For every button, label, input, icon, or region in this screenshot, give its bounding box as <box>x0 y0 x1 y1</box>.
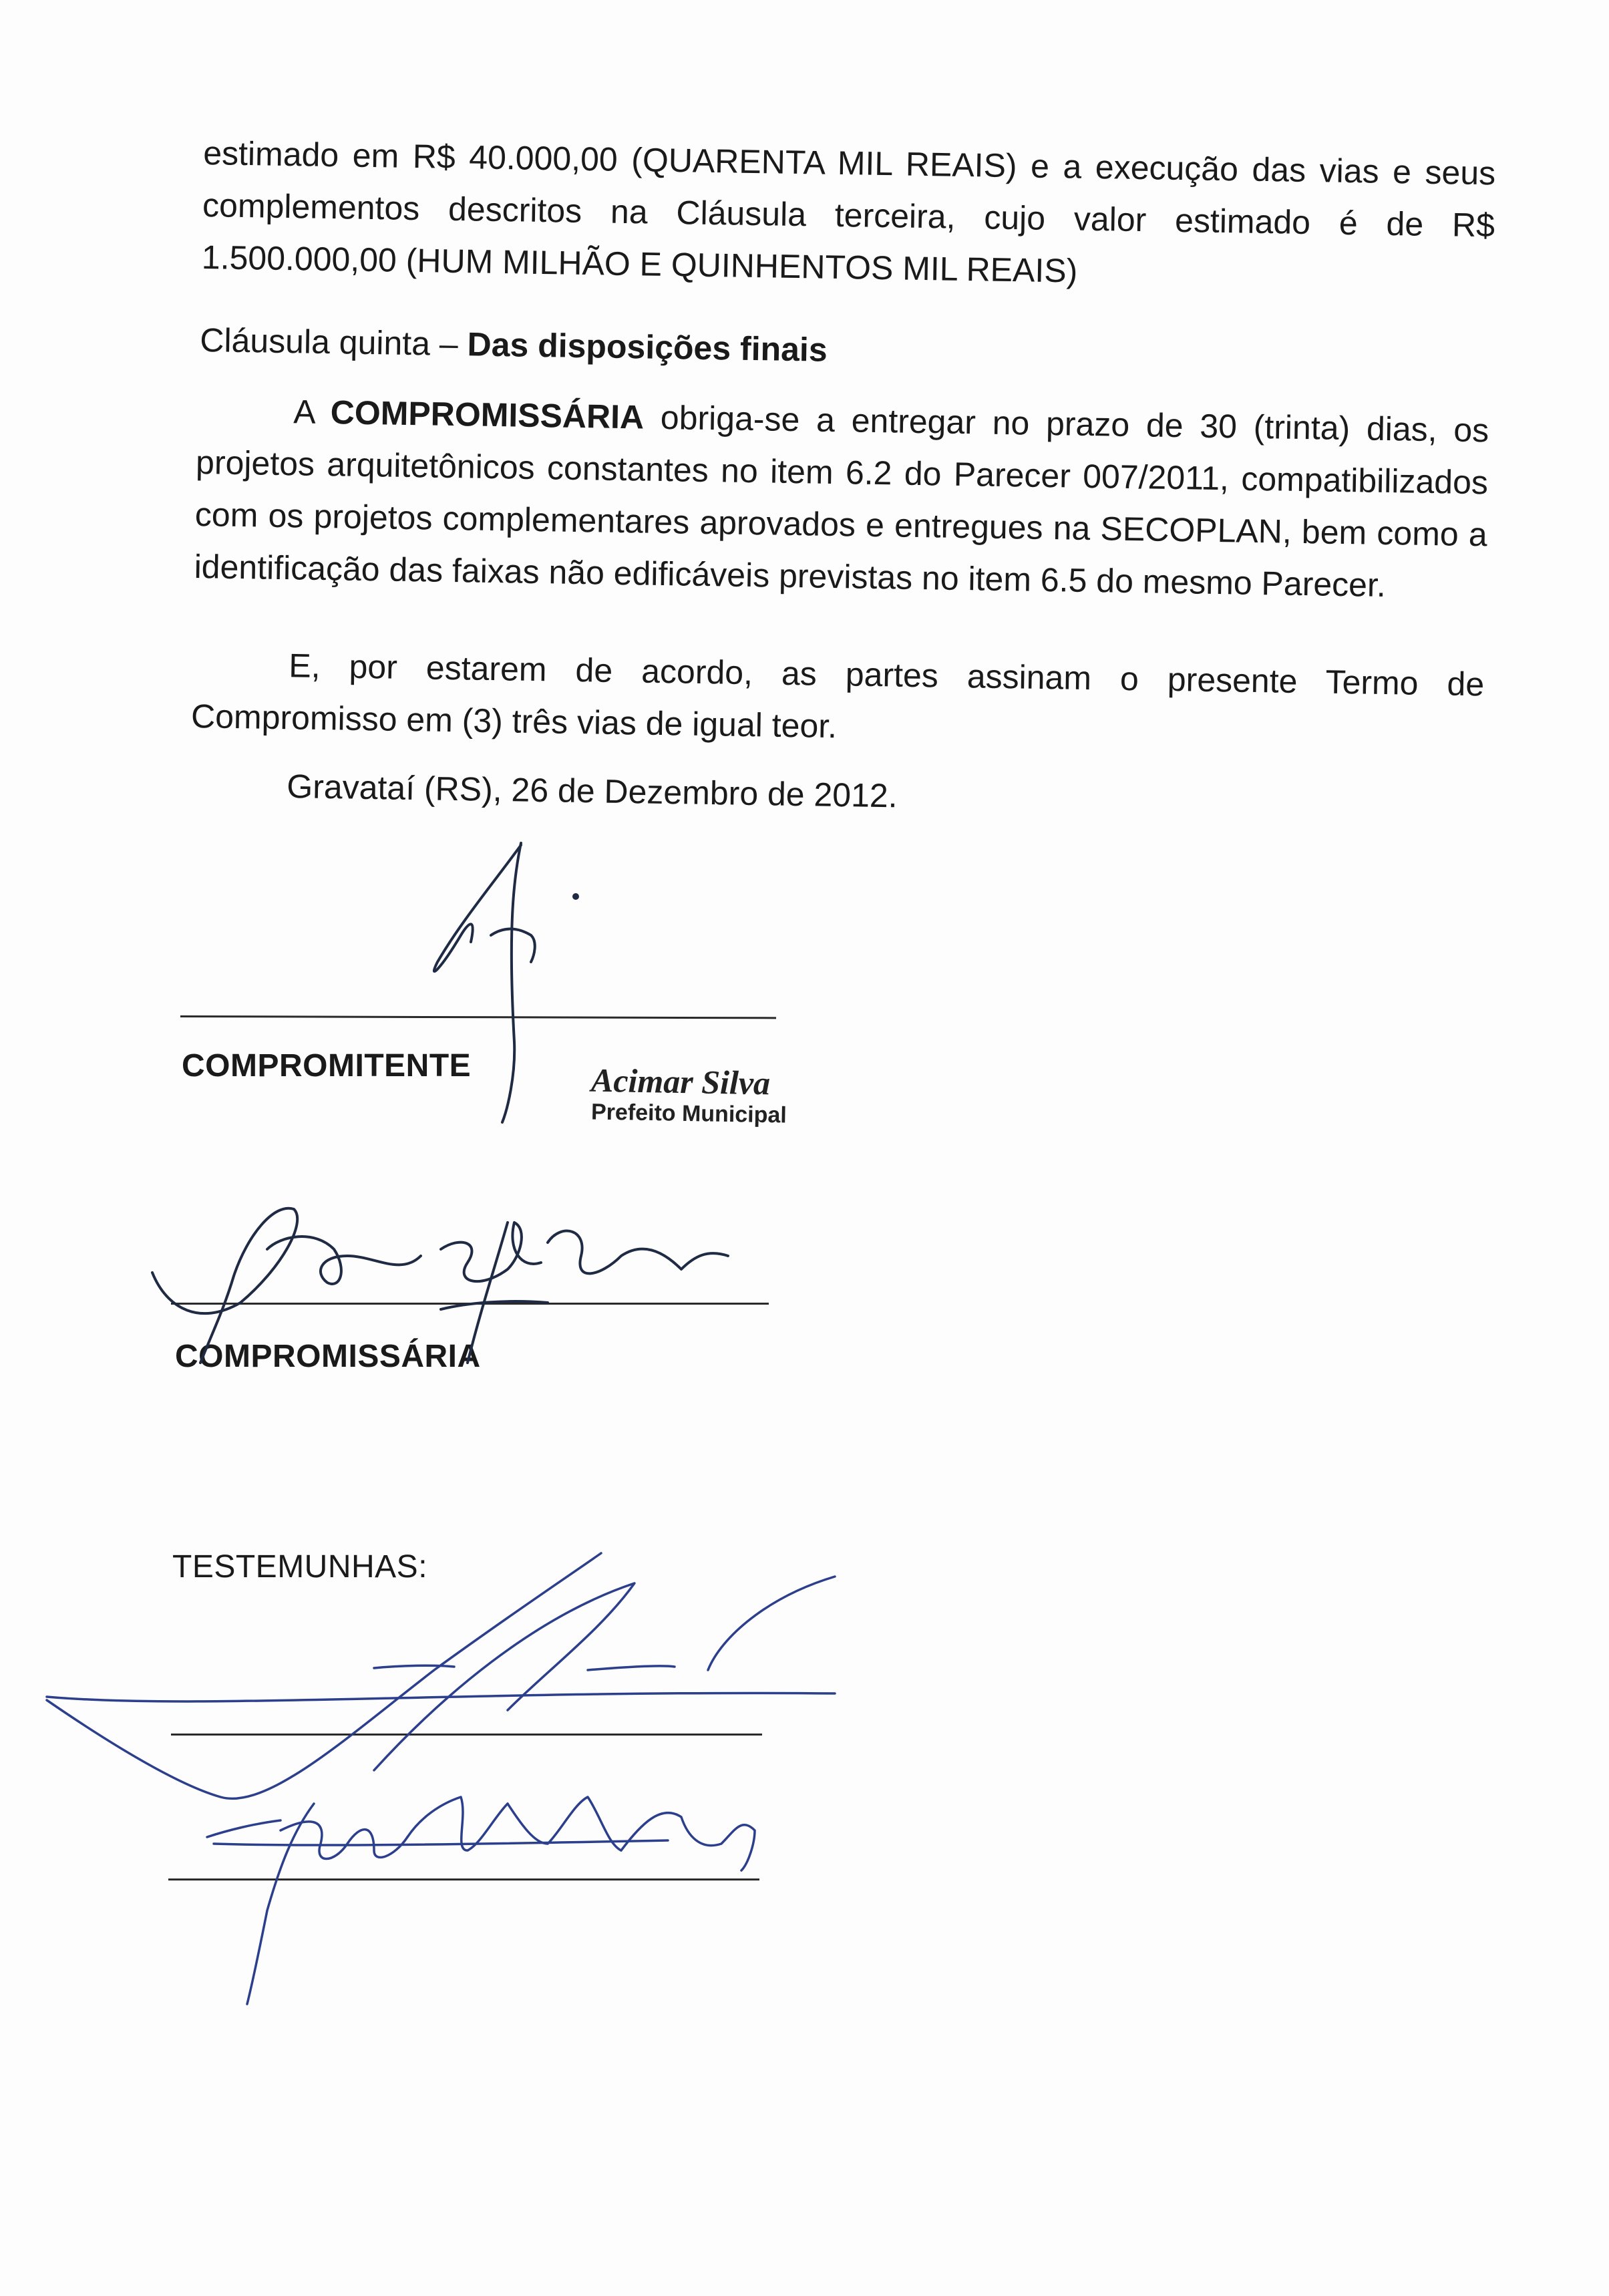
witness-1-signature <box>47 1553 835 1798</box>
clause-prefix: Cláusula quinta – <box>199 321 468 363</box>
clause-five-heading <box>200 314 1493 386</box>
witness-1-signature-line <box>171 1734 762 1736</box>
paragraph-obligations <box>194 384 1489 613</box>
paragraph-rest: obriga-se a entregar no prazo de 30 (trinta) dias, os projetos arquitetônicos constantes no item 6.2 do Parecer 007/2011, compatibilizados com os projetos complementares aprovados e entregues na SECOPLAN, bem como a identificação das faixas não edificáveis previstas no item 6.5 do mesmo Parecer. <box>194 398 1489 604</box>
paragraph-estimated-values: estimado em R$ 40.000,00 (QUARENTA MIL REAIS) e a execução das vias e seus complementos descritos na Cláusula terceira, cujo valor estimado é de R$ 1.500.000,00 (HUM MILHÃO E QUINHENTOS MIL REAIS) <box>201 134 1496 290</box>
compromitente-label: COMPROMITENTE <box>182 1048 472 1084</box>
mayor-stamp-role: Prefeito Municipal <box>590 1099 787 1128</box>
witness-2-signature-line <box>168 1878 759 1880</box>
date-line: Gravataí (RS), 26 de Dezembro de 2012. <box>286 767 898 815</box>
party-name: COMPROMISSÁRIA <box>330 393 645 436</box>
paragraph-lead: A <box>293 393 331 432</box>
testemunhas-label: TESTEMUNHAS: <box>172 1549 428 1585</box>
compromitente-signature-line <box>180 1015 776 1019</box>
compromissaria-label: COMPROMISSÁRIA <box>175 1339 481 1374</box>
witness-2-signature <box>207 1797 755 2004</box>
compromissaria-signature-line <box>171 1303 769 1305</box>
paragraph-agreement: E, por estarem de acordo, as partes assinam o presente Termo de Compromisso em (3) três vias de igual teor. <box>190 647 1485 746</box>
mayor-stamp-name: Acimar Silva <box>590 1061 771 1102</box>
clause-title: Das disposições finais <box>467 325 828 369</box>
